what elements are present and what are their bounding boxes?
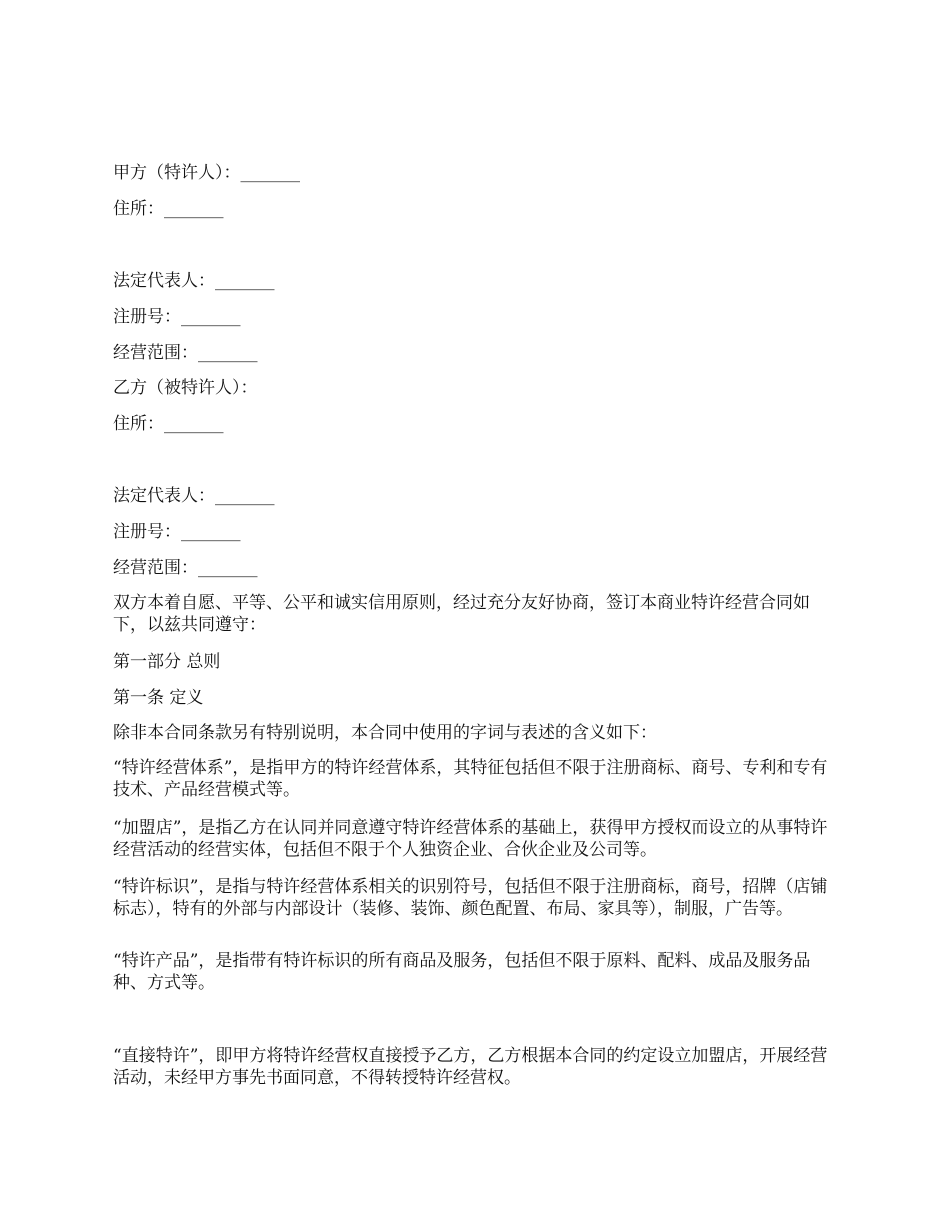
definition-paragraph: “特许标识”，是指与特许经营体系相关的识别符号，包括但不限于注册商标，商号，招牌（店铺标志），特有的外部与内部设计（装修、装饰、颜色配置、布局、家具等），制服，广告等。	[113, 877, 828, 919]
definition-paragraph: “特许经营体系”，是指甲方的特许经营体系，其特征包括但不限于注册商标、商号、专利和专有技术、产品经营模式等。	[113, 758, 828, 800]
definition-paragraph: “特许产品”，是指带有特许标识的所有商品及服务，包括但不限于原料、配料、成品及服务品种、方式等。	[113, 951, 811, 993]
definitions-intro: 除非本合同条款另有特别说明，本合同中使用的字词与表述的含义如下：	[113, 723, 657, 743]
part-heading: 第一部分 总则	[113, 652, 221, 672]
article-heading: 第一条 定义	[113, 688, 204, 708]
party-b-title: 乙方（被特许人）：	[113, 378, 258, 398]
party-a-title: 甲方（特许人）：_______	[113, 163, 300, 183]
party-a-reg-no: 注册号：_______	[113, 307, 241, 327]
party-b-address: 住所：_______	[113, 414, 224, 434]
definition-paragraph: “直接特许”，即甲方将特许经营权直接授予乙方，乙方根据本合同的约定设立加盟店，开展经营活动，未经甲方事先书面同意，不得转授特许经营权。	[113, 1046, 828, 1088]
party-b-scope: 经营范围：_______	[113, 558, 258, 578]
party-b-legal-rep: 法定代表人：_______	[113, 486, 275, 506]
definition-paragraph: “加盟店”，是指乙方在认同并同意遵守特许经营体系的基础上，获得甲方授权而设立的从事特许经营活动的经营实体，包括但不限于个人独资企业、合伙企业及公司等。	[113, 818, 828, 860]
party-a-scope: 经营范围：_______	[113, 343, 258, 363]
party-b-reg-no: 注册号：_______	[113, 522, 241, 542]
party-a-legal-rep: 法定代表人：_______	[113, 271, 275, 291]
preamble-paragraph: 双方本着自愿、平等、公平和诚实信用原则，经过充分友好协商，签订本商业特许经营合同如下，以兹共同遵守：	[113, 593, 810, 635]
party-a-address: 住所：_______	[113, 199, 224, 219]
